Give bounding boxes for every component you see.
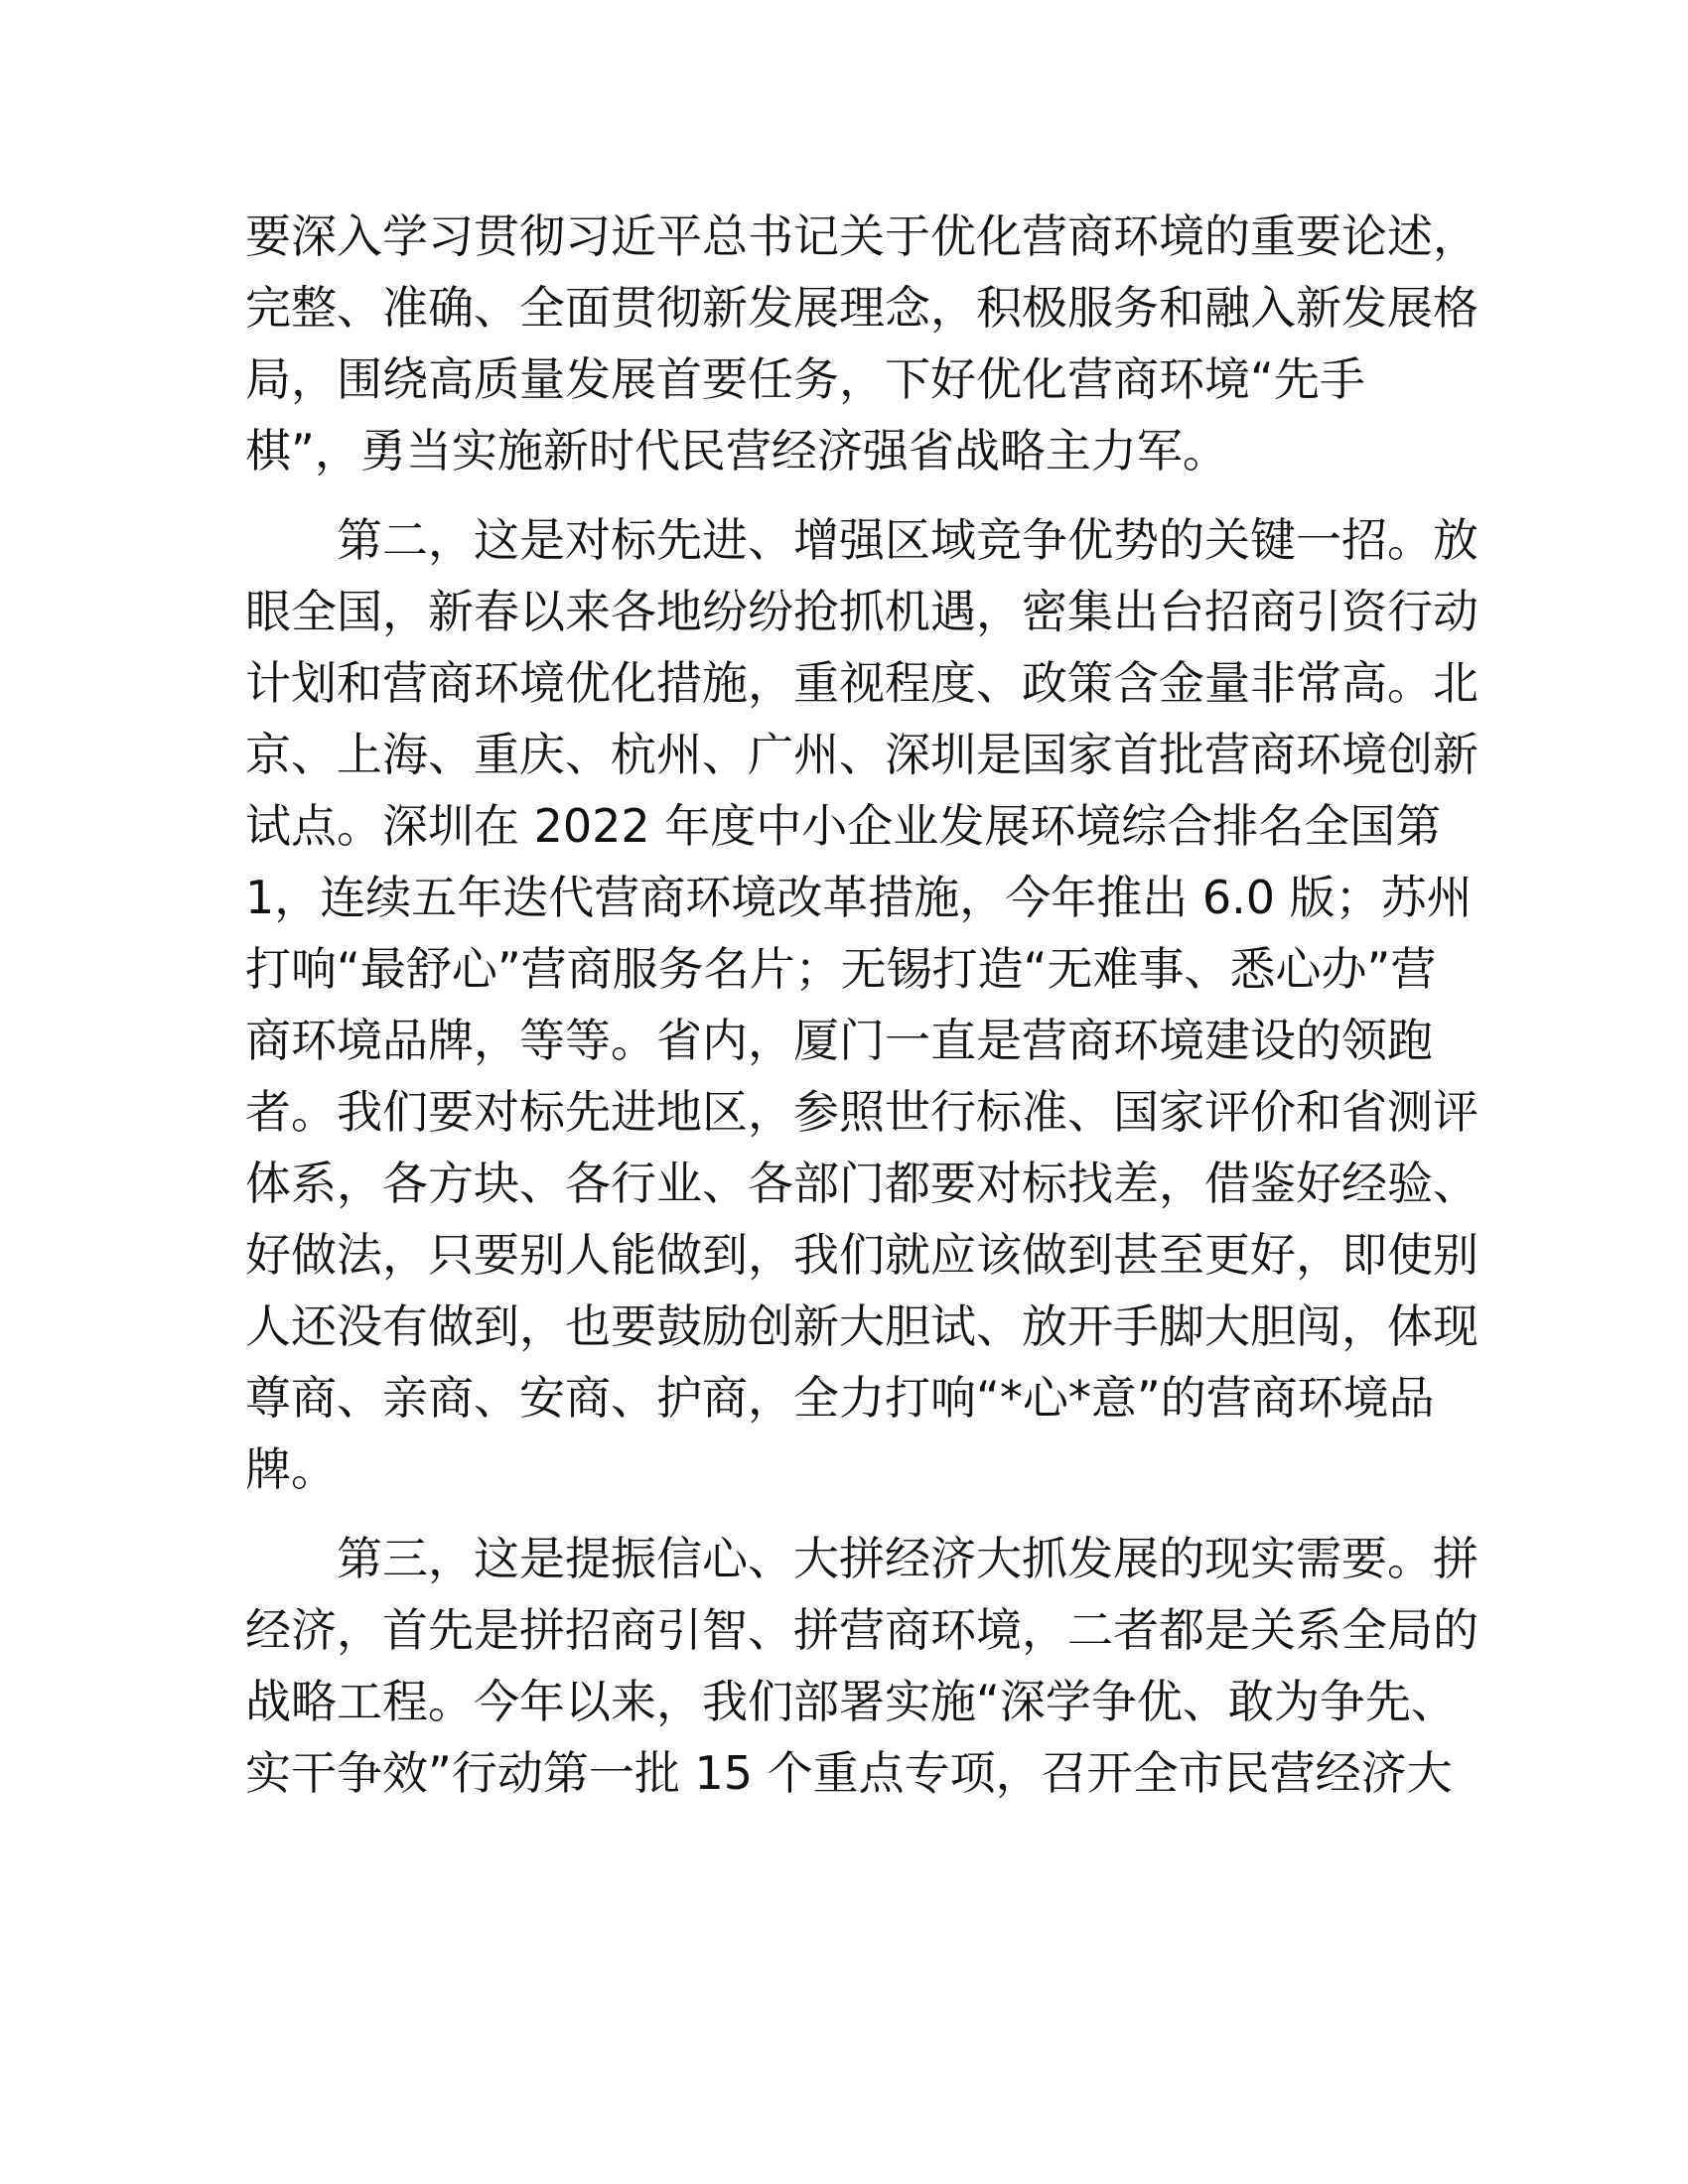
text-line: 眼全国，新春以来各地纷纷抢抓机遇，密集出台招商引资行动 — [245, 585, 1478, 638]
text-line: 要深入学习贯彻习近平总书记关于优化营商环境的重要论述， — [245, 209, 1478, 263]
text-line: 完整、准确、全面贯彻新发展理念，积极服务和融入新发展格 — [245, 281, 1478, 335]
text-line: 棋”，勇当实施新时代民营经济强省战略主力军。 — [245, 424, 1228, 478]
paragraph-2 — [245, 504, 1478, 1505]
text-line: 牌。 — [245, 1442, 337, 1496]
text-line: 尊商、亲商、安商、护商，全力打响“*心*意”的营商环境品 — [245, 1371, 1435, 1425]
text-line: 经济，首先是拼招商引智、拼营商环境，二者都是关系全局的 — [245, 1603, 1478, 1657]
text-line: 京、上海、重庆、杭州、广州、深圳是国家首批营商环境创新 — [245, 728, 1478, 781]
paragraph-1 — [245, 201, 1478, 486]
text-line: 实干争效”行动第一批 15 个重点专项，召开全市民营经济大 — [245, 1746, 1453, 1800]
text-line: 试点。深圳在 2022 年度中小企业发展环境综合排名全国第 — [245, 799, 1442, 853]
paragraph-spacer — [245, 1505, 1437, 1523]
text-line: 体系，各方块、各行业、各部门都要对标找差，借鉴好经验、 — [245, 1157, 1478, 1210]
text-line: 打响“最舒心”营商服务名片；无锡打造“无难事、悉心办”营 — [245, 942, 1437, 996]
text-line: 计划和营商环境优化措施，重视程度、政策含金量非常高。北 — [245, 656, 1478, 710]
text-line: 局，围绕高质量发展首要任务，下好优化营商环境“先手 — [245, 352, 1365, 406]
text-line: 好做法，只要别人能做到，我们就应该做到甚至更好，即使别 — [245, 1228, 1478, 1282]
paragraph-spacer — [245, 486, 1437, 504]
text-line: 者。我们要对标先进地区，参照世行标准、国家评价和省测评 — [245, 1085, 1478, 1139]
text-line: 商环境品牌，等等。省内，厦门一直是营商环境建设的领跑 — [245, 1014, 1433, 1067]
paragraph-3 — [245, 1523, 1478, 1809]
text-line: 第二，这是对标先进、增强区域竞争优势的关键一招。放 — [245, 513, 1478, 567]
text-line: 1，连续五年迭代营商环境改革措施，今年推出 6.0 版；苏州 — [245, 871, 1473, 924]
text-line: 人还没有做到，也要鼓励创新大胆试、放开手脚大胆闯，体现 — [245, 1299, 1478, 1353]
text-line: 战略工程。今年以来，我们部署实施“深学争优、敢为争先、 — [245, 1675, 1457, 1728]
text-line: 第三，这是提振信心、大拼经济大抓发展的现实需要。拼 — [245, 1532, 1478, 1585]
body-text — [245, 201, 1478, 1809]
